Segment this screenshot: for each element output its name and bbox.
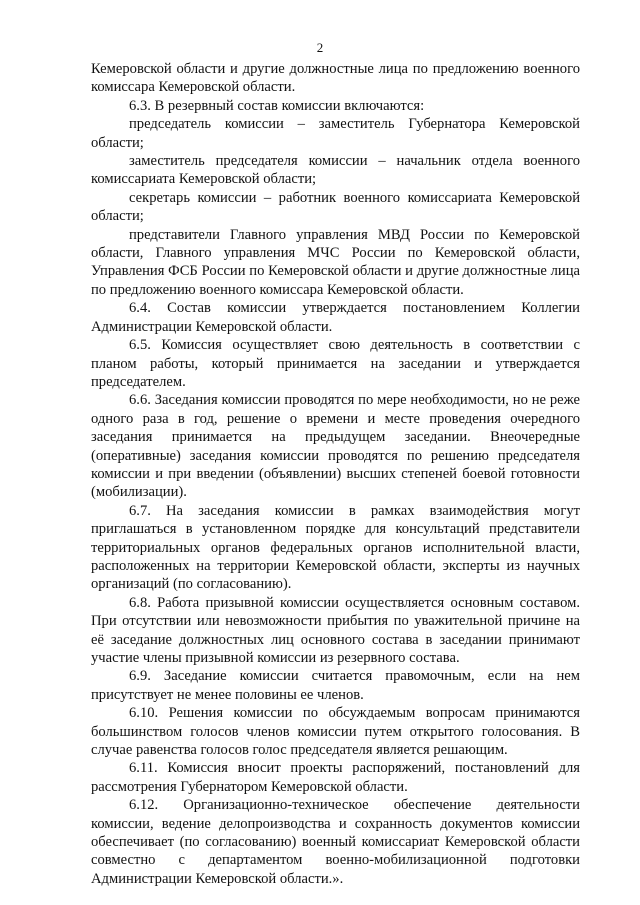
paragraph-6-8: 6.8. Работа призывной комиссии осуществляется основным составом. При отсутствии или невозможности прибытия по уважительной причине на её заседание должностных лиц основного состава в заседании принимают участие члены призывной комиссии из резервного состава. <box>91 594 580 666</box>
paragraph-6-9: 6.9. Заседание комиссии считается правомочным, если на нем присутствует не менее половины ее членов. <box>91 668 580 703</box>
page-number: 2 <box>316 40 324 55</box>
paragraph-6-6: 6.6. Заседания комиссии проводятся по мере необходимости, но не реже одного раза в год, решение о времени и месте проведения очередного заседания принимается на предыдущем заседании. Внеочередные (оперативные) заседания комиссии проводятся по решению председателя комиссии и при введении (объявлении) высших степеней боевой готовности (мобилизации). <box>91 392 580 501</box>
paragraph-6-5: 6.5. Комиссия осуществляет свою деятельность в соответствии с планом работы, который принимается на заседании и утверждается председателем. <box>91 337 580 390</box>
paragraph-reserve-secretary: секретарь комиссии – работник военного комиссариата Кемеровской области; <box>91 189 580 225</box>
paragraph-reserve-representatives: представители Главного управления МВД России по Кемеровской области, Главного управления МЧС России по Кемеровской области, Управления ФСБ России по Кемеровской области и другие должностные лица по предложению военного комиссара Кемеровской области. <box>91 226 580 298</box>
document-body <box>91 60 580 888</box>
paragraph-6-4: 6.4. Состав комиссии утверждается постановлением Коллегии Администрации Кемеровской области. <box>91 300 580 335</box>
paragraph-reserve-deputy: заместитель председателя комиссии – начальник отдела военного комиссариата Кемеровской области; <box>91 153 580 188</box>
paragraph-6-12: 6.12. Организационно-техническое обеспечение деятельности комиссии, ведение делопроизводства и сохранность документов комиссии обеспечивает (по согласованию) военный комиссариат Кемеровской области совместно с департаментом военно-мобилизационной подготовки Администрации Кемеровской области.». <box>91 797 580 887</box>
paragraph-6-11: 6.11. Комиссия вносит проекты распоряжений, постановлений для рассмотрения Губернатором Кемеровской области. <box>91 760 580 795</box>
paragraph-6-10: 6.10. Решения комиссии по обсуждаемым вопросам принимаются большинством голосов членов комиссии путем открытого голосования. В случае равенства голосов голос председателя является решающим. <box>91 705 580 759</box>
paragraph-6-3: 6.3. В резервный состав комиссии включаются: <box>129 97 425 114</box>
paragraph-continuation: Кемеровской области и другие должностные лица по предложению военного комиссара Кемеровской области. <box>91 61 580 96</box>
paragraph-reserve-chairman: председатель комиссии – заместитель Губернатора Кемеровской области; <box>91 116 580 151</box>
paragraph-6-7: 6.7. На заседания комиссии в рамках взаимодействия могут приглашаться в установленном порядке для консультаций представители территориальных органов федеральных органов исполнительной власти, расположенных на территории Кемеровской области, эксперты из научных организаций (по согласованию). <box>91 502 580 593</box>
